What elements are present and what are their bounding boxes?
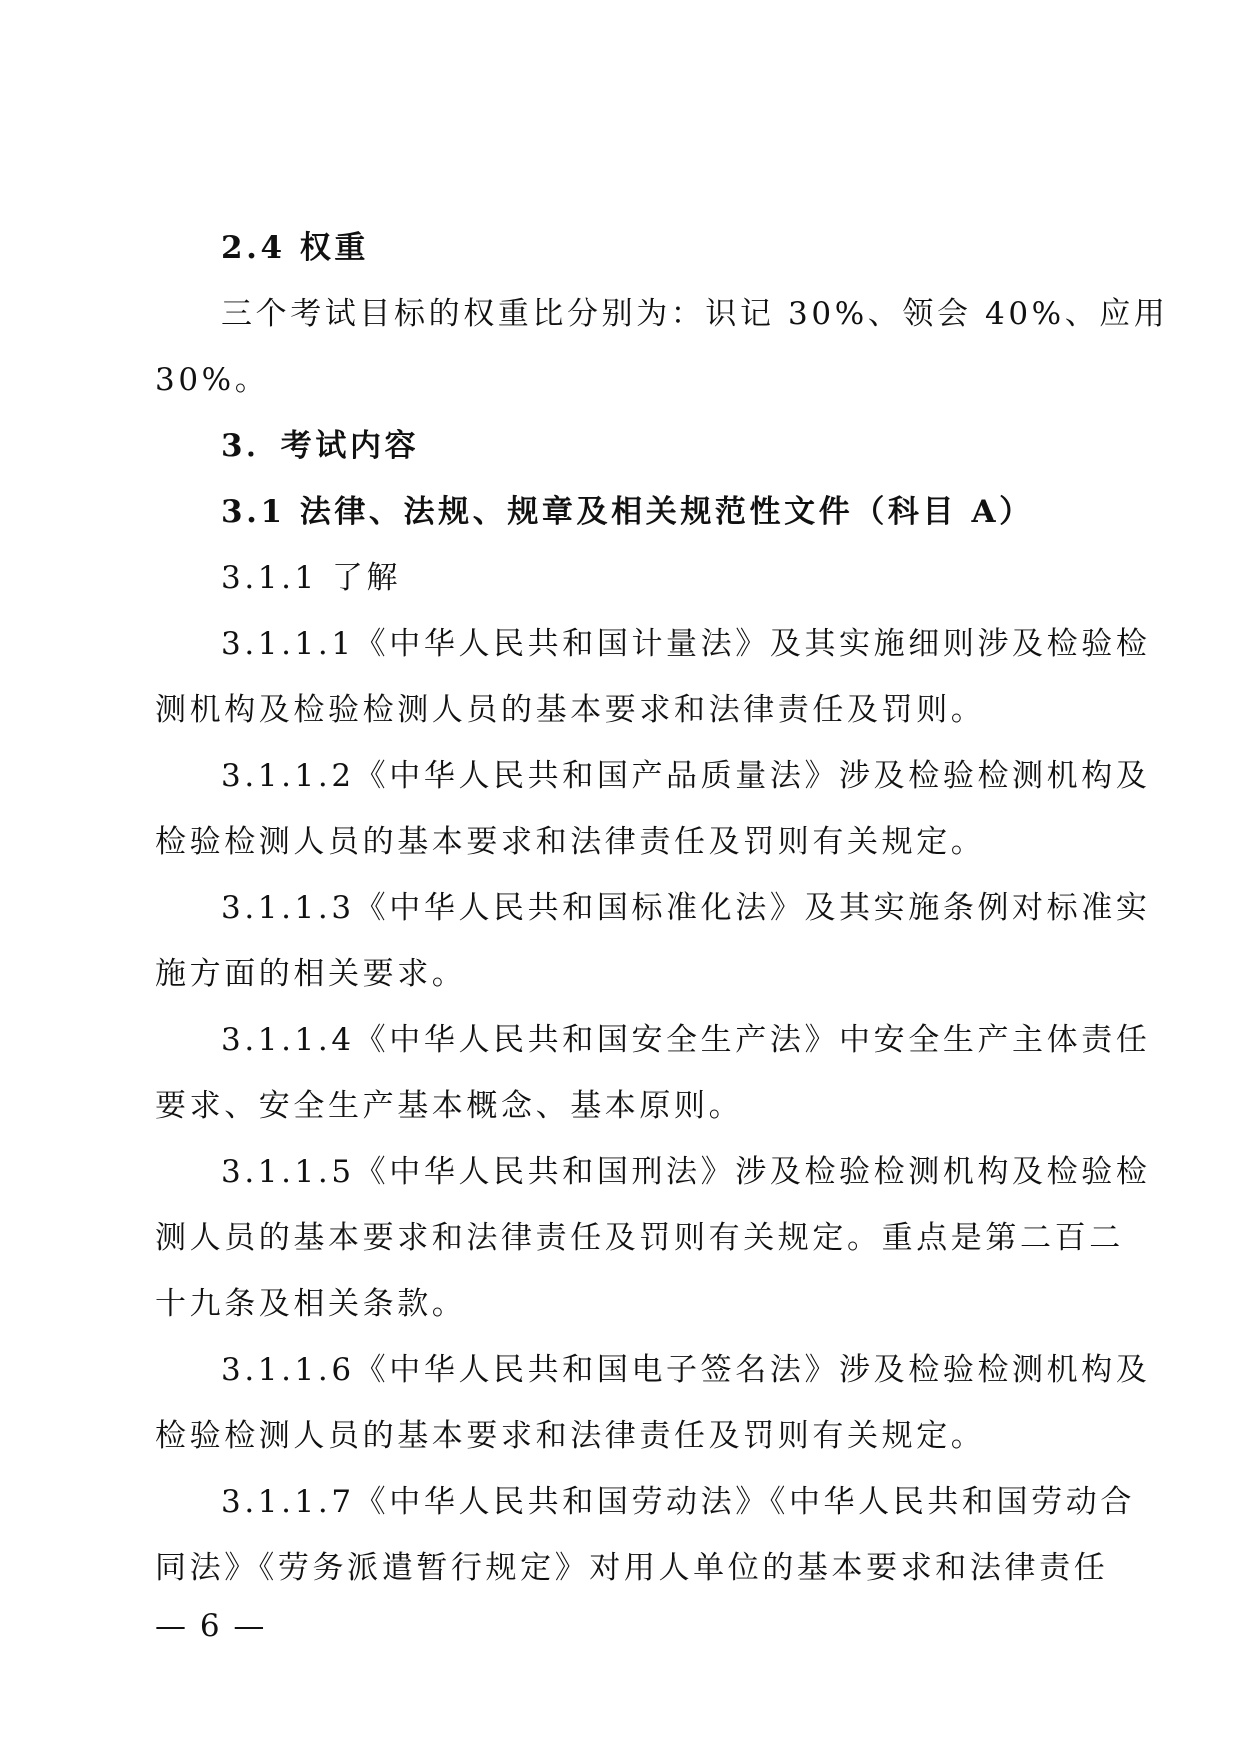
item-line: 要求、安全生产基本概念、基本原则。 — [155, 1088, 744, 1124]
item-line: 3.1.1.6《中华人民共和国电子签名法》涉及检验检测机构及 — [221, 1352, 1151, 1388]
item-line: 3.1.1.3《中华人民共和国标准化法》及其实施条例对标准实 — [221, 890, 1151, 926]
section-heading-2-4 — [155, 215, 1090, 281]
subsection-heading-3-1-1 — [155, 545, 1090, 611]
item-line: 十九条及相关条款。 — [155, 1286, 467, 1322]
section-title: 法律、法规、规章及相关规范性文件（科目 A） — [299, 494, 1034, 530]
section-heading-3 — [155, 413, 1090, 479]
page-number: — 6 — — [155, 1608, 267, 1644]
section-title: 了解 — [331, 560, 402, 596]
item-line: 3.1.1.5《中华人民共和国刑法》涉及检验检测机构及检验检 — [221, 1154, 1151, 1190]
item-line: 3.1.1.4《中华人民共和国安全生产法》中安全生产主体责任 — [221, 1022, 1151, 1058]
section-title: 考试内容 — [280, 428, 420, 464]
item-line: 检验检测人员的基本要求和法律责任及罚则有关规定。 — [155, 824, 986, 860]
paragraph-line: 30%。 — [155, 362, 270, 398]
section-number: 3.1 — [221, 494, 286, 530]
item-line: 检验检测人员的基本要求和法律责任及罚则有关规定。 — [155, 1418, 986, 1454]
item-line: 3.1.1.7《中华人民共和国劳动法》《中华人民共和国劳动合 — [221, 1484, 1135, 1520]
section-heading-3-1 — [155, 479, 1090, 545]
section-number: 3． — [221, 428, 281, 464]
section-title: 权重 — [299, 230, 369, 266]
document-body — [155, 215, 1169, 1601]
item-line: 测机构及检验检测人员的基本要求和法律责任及罚则。 — [155, 692, 986, 728]
paragraph-line: 三个考试目标的权重比分别为：识记 30%、领会 40%、应用 — [221, 296, 1169, 332]
item-line: 同法》《劳务派遣暂行规定》对用人单位的基本要求和法律责任 — [155, 1550, 1109, 1586]
item-line: 测人员的基本要求和法律责任及罚则有关规定。重点是第二百二 — [155, 1220, 1124, 1256]
section-number: 3.1.1 — [221, 560, 318, 596]
item-line: 3.1.1.2《中华人民共和国产品质量法》涉及检验检测机构及 — [221, 758, 1151, 794]
item-line: 施方面的相关要求。 — [155, 956, 467, 992]
item-line: 3.1.1.1《中华人民共和国计量法》及其实施细则涉及检验检 — [221, 626, 1151, 662]
section-number: 2.4 — [221, 230, 286, 266]
